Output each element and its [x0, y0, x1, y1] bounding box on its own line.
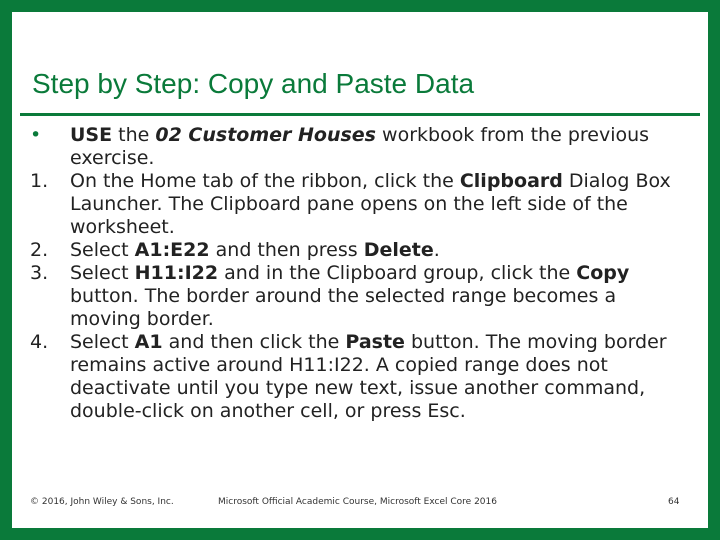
text-run: button. The moving border remains active around H11:I22. A copied range does not deactivate until you type new text, issue another command, double-click on another cell, or press Esc. — [70, 331, 667, 422]
emphasis-text: Delete — [363, 239, 434, 261]
emphasis-text: Clipboard — [459, 170, 563, 192]
text-run: button. The border around the selected range becomes a moving border. — [70, 285, 617, 330]
emphasis-text: Copy — [576, 262, 630, 284]
emphasis-text: 02 Customer Houses — [155, 124, 376, 146]
text-run: and in the Clipboard group, click the — [218, 262, 577, 284]
slide-title: Step by Step: Copy and Paste Data — [32, 68, 475, 99]
text-run: workbook from the previous exercise. — [70, 124, 650, 169]
list-item — [30, 331, 690, 423]
text-run: . — [433, 239, 440, 261]
step-number: 2. — [30, 239, 49, 261]
title-divider — [20, 113, 700, 116]
list-item-text — [70, 170, 690, 239]
list-item — [30, 262, 690, 331]
text-run: and then click the — [162, 331, 346, 353]
list-item-text — [70, 331, 690, 423]
list-item-text — [70, 262, 690, 331]
text-run: On the Home tab of the ribbon, click the — [70, 170, 460, 192]
emphasis-text: H11:I22 — [134, 262, 219, 284]
list-item — [30, 124, 690, 170]
text-run: Select — [70, 239, 135, 261]
emphasis-text: A1:E22 — [134, 239, 210, 261]
list-item-text — [70, 124, 690, 170]
text-run: the — [112, 124, 156, 146]
slide — [12, 12, 708, 528]
list-item — [30, 170, 690, 239]
bullet-marker: • — [30, 124, 42, 146]
text-run: Select — [70, 331, 135, 353]
emphasis-text: A1 — [134, 331, 163, 353]
step-number: 4. — [30, 331, 49, 353]
list-item — [30, 239, 690, 262]
step-list — [30, 124, 690, 423]
footer-page-number: 64 — [668, 497, 680, 507]
text-run: and then press — [209, 239, 364, 261]
list-item-text — [70, 239, 690, 262]
text-run: Dialog Box Launcher. The Clipboard pane opens on the left side of the worksheet. — [70, 170, 671, 238]
step-number: 3. — [30, 262, 49, 284]
step-number: 1. — [30, 170, 49, 192]
text-run: Select — [70, 262, 135, 284]
emphasis-text: Paste — [345, 331, 405, 353]
footer-copyright: © 2016, John Wiley & Sons, Inc. — [30, 497, 174, 507]
emphasis-text: USE — [70, 124, 113, 146]
footer-course: Microsoft Official Academic Course, Microsoft Excel Core 2016 — [218, 497, 497, 507]
